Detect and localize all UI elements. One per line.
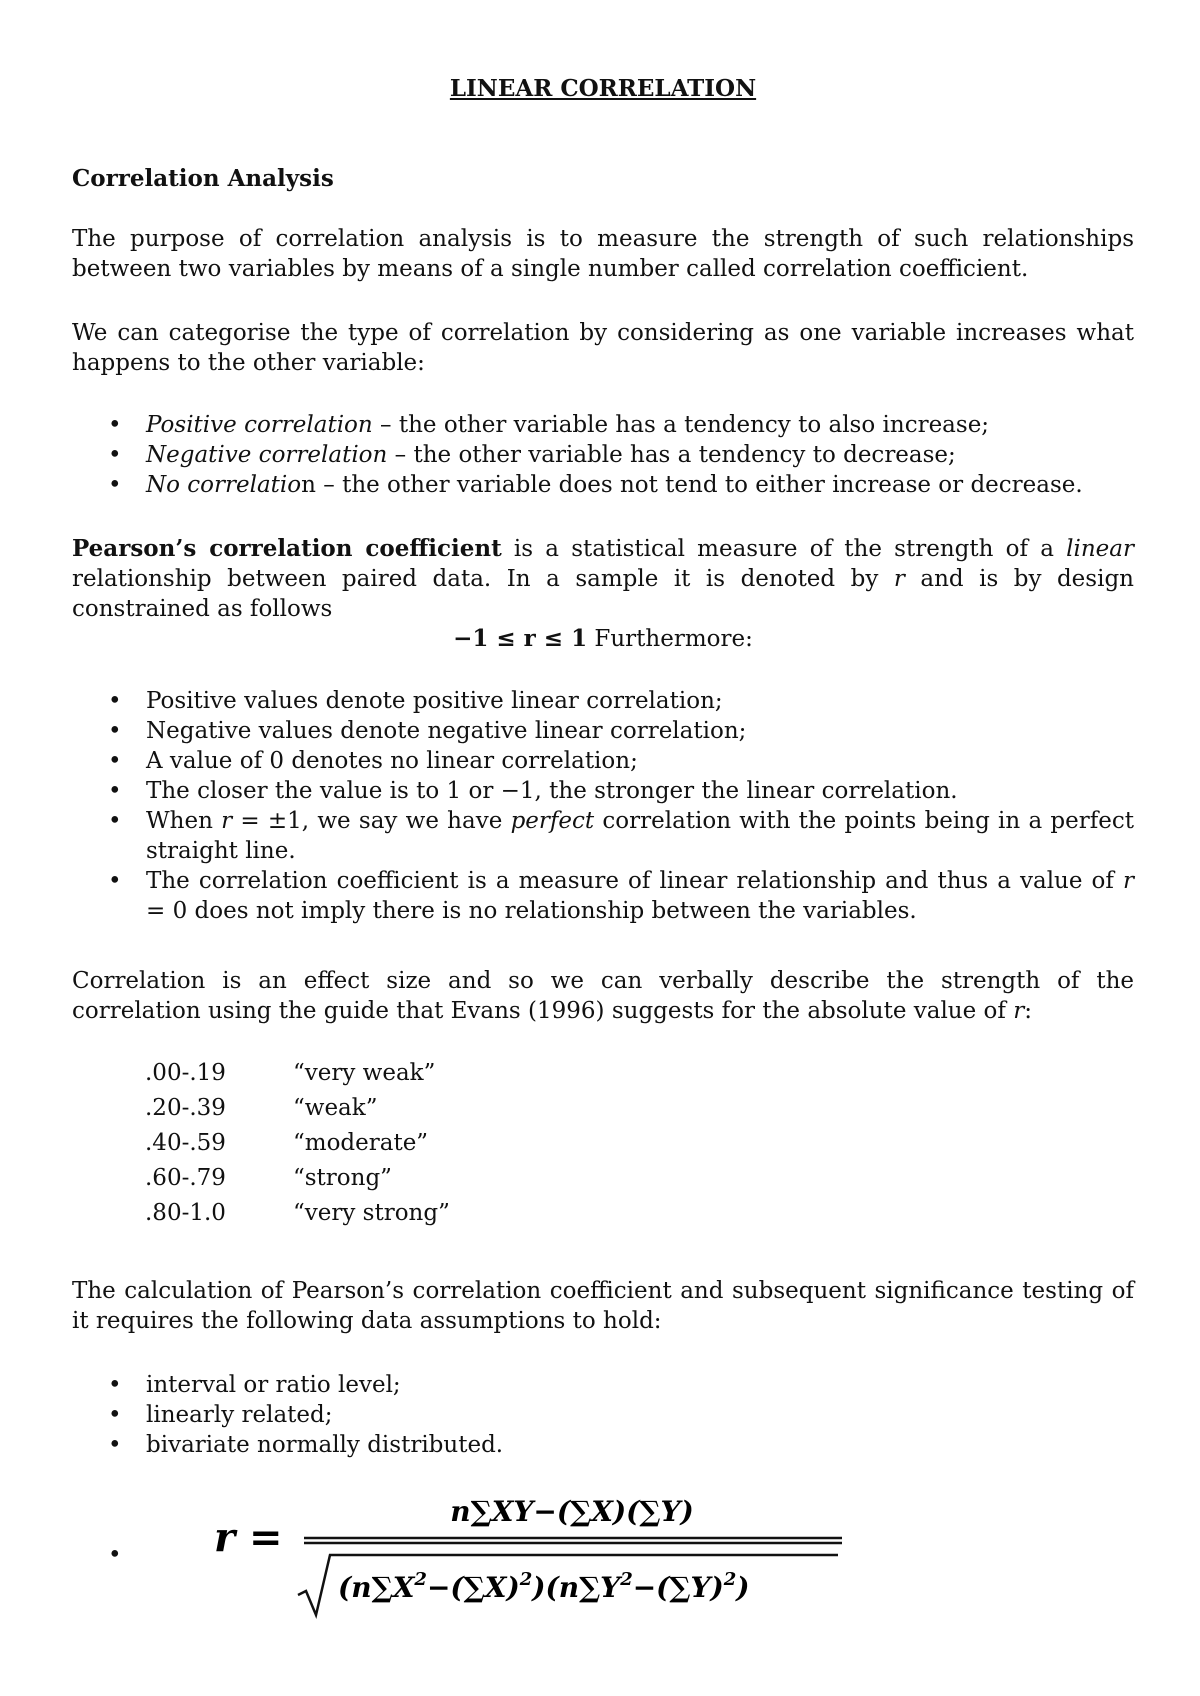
table-row: .00-.19 “very weak” — [145, 1060, 436, 1086]
pearson-formula — [102, 1483, 862, 1623]
list-item: • Negative values denote negative linear correlation; — [72, 716, 1134, 746]
list-item: • Negative correlation – the other variable has a tendency to decrease; — [72, 440, 1134, 470]
list-item: • The closer the value is to 1 or −1, the stronger the linear correlation. — [72, 776, 1134, 806]
purpose-paragraph: The purpose of correlation analysis is to measure the strength of such relationships between two variables by means of a single number called correlation coefficient. — [72, 226, 1134, 282]
list-item: • linearly related; — [72, 1400, 1134, 1430]
list-item: • When r = ±1, we say we have perfect correlation with the points being in a perfect straight line. — [72, 806, 1134, 866]
table-row: .80-1.0 “very strong” — [145, 1200, 450, 1226]
section-heading: Correlation Analysis — [72, 165, 334, 192]
table-row: .40-.59 “moderate” — [145, 1130, 429, 1156]
type-term: Positive correlation — [146, 412, 373, 438]
properties-list — [72, 686, 1134, 926]
categorise-paragraph: We can categorise the type of correlation by considering as one variable increases what happens to the other variable: — [72, 320, 1134, 376]
strength-guide-table — [145, 1058, 450, 1233]
formula-lhs: r = — [214, 1514, 283, 1561]
list-item: • A value of 0 denotes no linear correlation; — [72, 746, 1134, 776]
list-item: • Positive values denote positive linear correlation; — [72, 686, 1134, 716]
table-row: .20-.39 “weak” — [145, 1095, 378, 1121]
formula-numerator: n∑XY−(∑X)(∑Y) — [450, 1495, 694, 1528]
formula-denominator: $(n\sum X^2-(\sum X)^2)(n\sum Y^2-(\sum Y)^2)$ — [338, 1569, 750, 1604]
constraint-line: −1 ≤ r ≤ 1 Furthermore: — [453, 625, 753, 652]
type-term: Negative correlation — [146, 442, 388, 468]
effect-size-paragraph: Correlation is an effect size and so we can verbally describe the strength of the correlation using the guide that Evans (1996) suggests for the absolute value of r: — [72, 968, 1134, 1024]
pearson-paragraph: Pearson’s correlation coefficient is a statistical measure of the strength of a linear relationship between paired data. In a sample it is denoted by r and is by design constrained as follows — [72, 535, 1134, 622]
page-title: LINEAR CORRELATION — [449, 75, 757, 102]
list-item: • bivariate normally distributed. — [72, 1430, 1134, 1460]
correlation-types-list — [72, 410, 1134, 500]
assumptions-paragraph: The calculation of Pearson’s correlation coefficient and subsequent significance testing of it requires the following data assumptions to hold: — [72, 1278, 1134, 1334]
constraint-formula: −1 ≤ r ≤ 1 — [453, 625, 588, 652]
list-item: • The correlation coefficient is a measure of linear relationship and thus a value of r = 0 does not imply there is no relationship between the variables. — [72, 866, 1134, 926]
list-item: • Positive correlation – the other variable has a tendency to also increase; — [72, 410, 1134, 440]
table-row: .60-.79 “strong” — [145, 1165, 392, 1191]
type-term: No correlatio — [146, 472, 302, 498]
assumptions-list — [72, 1370, 1134, 1460]
list-item: • No correlation – the other variable does not tend to either increase or decrease. — [72, 470, 1134, 500]
list-item: • interval or ratio level; — [72, 1370, 1134, 1400]
formula-bullet: • — [108, 1542, 122, 1568]
